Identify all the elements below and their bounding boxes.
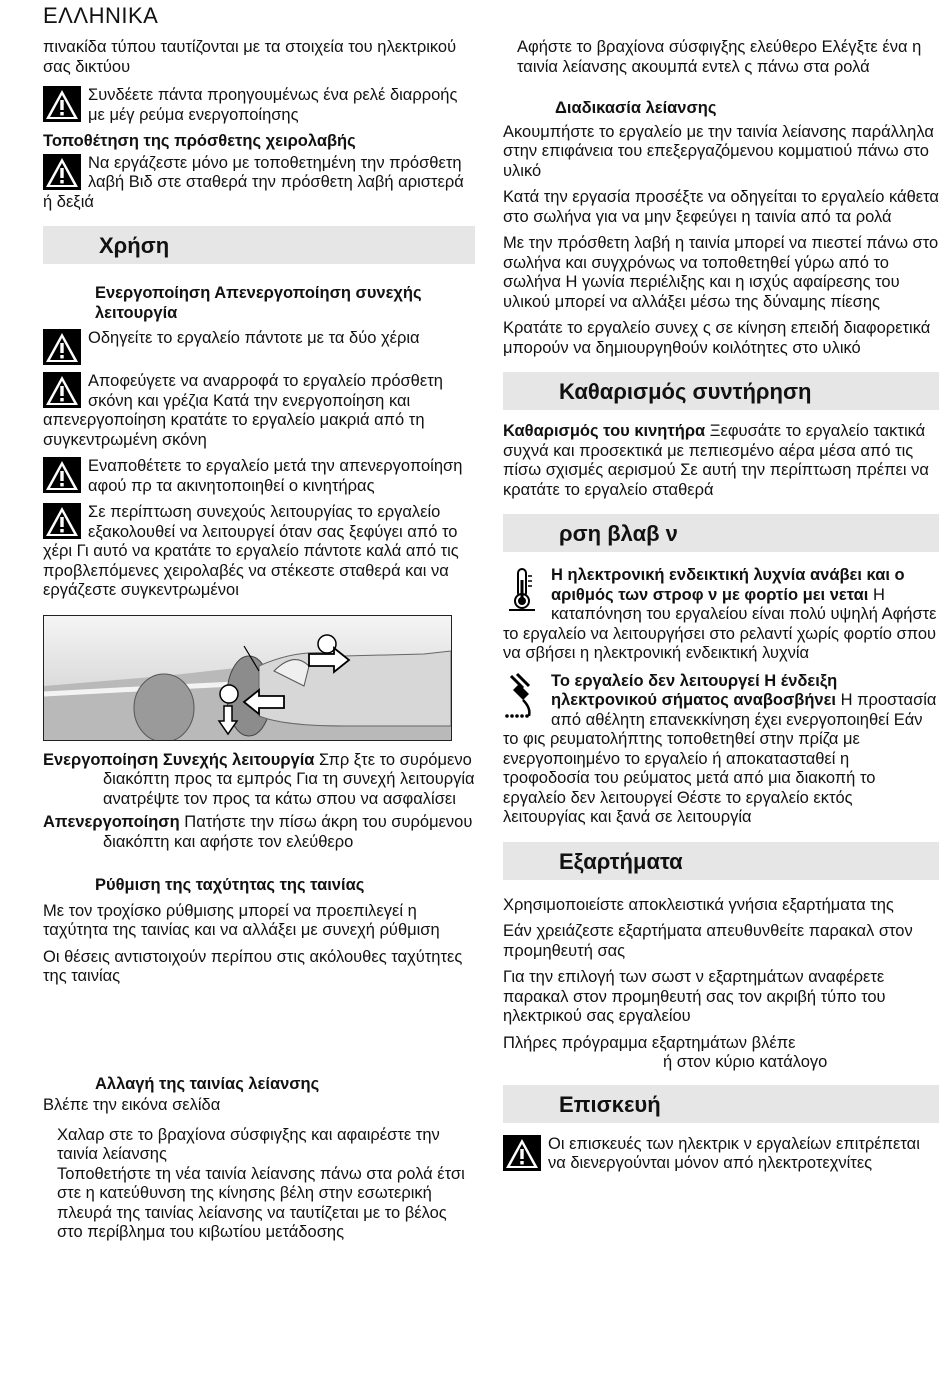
warning-text: Να εργάζεστε μόνο με τοποθετημένη την πρόσθετη λαβή Βιδ στε σταθερά την πρόσθετη λαβή αριστερά ή δεξιά bbox=[43, 153, 464, 211]
paragraph: Οι θέσεις αντιστοιχούν περίπου στις ακόλουθες ταχύτητες της ταινίας bbox=[43, 947, 463, 985]
section-bar-cleaning bbox=[503, 372, 939, 410]
section-bar-accessories bbox=[503, 842, 939, 880]
warning-block bbox=[43, 372, 475, 450]
warning-block bbox=[43, 329, 475, 365]
paragraph: Κρατάτε το εργαλείο συνεχ ς σε κίνηση επειδή διαφορετικά μπορούν να δημιουργηθούν κοιλότητες στο υλικό bbox=[503, 319, 931, 357]
instruction-on bbox=[43, 751, 475, 810]
paragraph: Χρησιμοποιείστε αποκλειστικά γνήσια εξαρτήματα της bbox=[503, 895, 894, 914]
paragraph: Ακουμπήστε το εργαλείο με την ταινία λείανσης παράλληλα στην επιφάνεια του επεξεργαζόμενου κομματιού πάνω στο υλικό bbox=[503, 122, 934, 180]
warning-icon bbox=[43, 154, 81, 190]
section-title: ρση βλαβ ν bbox=[559, 521, 678, 546]
step-item: Αφήστε το βραχίονα σύσφιγξης ελεύθερο Ελέγξτε ένα η ταινία λείανσης ακουμπά εντελ ς πάνω στα ρολά bbox=[517, 38, 922, 76]
step-item: Τοποθετήστε τη νέα ταινία λείανσης πάνω στα ρολά έτσι στε η κατεύθυνση της κίνησης βέλη στην εσωτερική πλευρά της ταινίας λείανσης να ταυτίζεται με το βέλος στο περίβλημα του κιβωτίου μετάδοσης bbox=[57, 1164, 465, 1241]
instruction-text: Σπρ ξτε το συρόμενο διακόπτη προς τα εμπρός Για τη συνεχή λειτουργία ανατρέψτε τον προς τα κάτω σπου να ασφαλίσει bbox=[103, 750, 475, 808]
subheading: Διαδικασία λείανσης bbox=[555, 99, 717, 117]
warning-text: Αποφεύγετε να αναρροφά το εργαλείο πρόσθετη σκόνη και γρέζια Κατά την ενεργοποίηση και απενεργοποίηση κρατάτε το εργαλείο μακριά από τη συγκεντρωμένη σκόνη bbox=[43, 372, 443, 449]
paragraph: Με την πρόσθετη λαβή η ταινία μπορεί να πιεστεί πάνω στο σωλήνα και συγχρόνως να τοποθετηθεί γύρω από το σωλήνα Η γωνία περιέλιξης και η ισχύς αφαίρεσης του υλικού μπορεί να αλλάξει μέσω της δύναμης πίεσης bbox=[503, 234, 939, 311]
fault-text: Η καταπόνηση του εργαλείου είναι πολύ υψηλή Αφήστε το εργαλείο να λειτουργήσει στο ρελαντί χωρίς φορτίο σπου να σβήσει η ηλεκτρονική ενδεικτική λυχνία bbox=[503, 585, 937, 662]
section-title: Επισκευή bbox=[559, 1091, 661, 1117]
fault-label: Το εργαλείο δεν λειτουργεί Η ένδειξη ηλεκτρονικού σήματος αναβοσβήνει bbox=[551, 671, 838, 709]
section-bar-use bbox=[43, 226, 475, 264]
paragraph-text: Πλήρες πρόγραμμα εξαρτημάτων βλέπε bbox=[503, 1033, 796, 1052]
warning-icon bbox=[43, 372, 81, 408]
warning-block bbox=[503, 1135, 939, 1174]
section-title: Εξαρτήματα bbox=[559, 848, 683, 874]
section-title: Καθαρισμός συντήρηση bbox=[559, 379, 812, 404]
language-header: ΕΛΛΗΝΙΚΑ bbox=[43, 3, 159, 28]
fault-text: Η προστασία από αθέλητη επανεκκίνηση έχει ενεργοποιηθεί Εάν το φις ρευματολήπτης τοποθετηθεί στην πρίζα με ενεργοποιημένο το εργαλείο ή αποκατασταθεί η τροφοδοσία του ρεύματος μετά από μια διακοπή το εργαλείο δεν λειτουργεί Θέστε το εργαλείο εκτός λειτουργίας και ξανά σε λειτουργία bbox=[503, 691, 937, 826]
section-bar-fault bbox=[503, 514, 939, 552]
warning-block bbox=[43, 457, 475, 496]
warning-text: Σε περίπτωση συνεχούς λειτουργίας το εργαλείο εξακολουθεί να λειτουργεί όταν σας ξεφύγει από το χέρι Γι αυτό να κρατάτε το εργαλείο πάντοτε καλά από τις προβλεπόμενες χειρολαβές να στέκεστε σταθερά και να εργάζεστε συγκεντρωμένοι bbox=[43, 503, 459, 599]
warning-icon bbox=[43, 457, 81, 493]
instruction-off bbox=[43, 813, 475, 852]
left-column bbox=[43, 38, 475, 1250]
instruction-label: Απενεργοποίηση bbox=[43, 813, 180, 831]
right-column bbox=[503, 38, 939, 1181]
paragraph: Κατά την εργασία προσέξτε να οδηγείται το εργαλείο κάθετα στο σωλήνα για να μην ξεφεύγει η ταινία από τα ρολά bbox=[503, 188, 939, 226]
tool-illustration bbox=[44, 616, 451, 740]
warning-text: Συνδέετε πάντα προηγουμένως ένα ρελέ διαρροής με μέγ ρεύμα ενεργοποίησης bbox=[88, 86, 458, 124]
subheading: Τοποθέτηση της πρόσθετης χειρολαβής bbox=[43, 132, 356, 150]
instruction-label: Ενεργοποίηση Συνεχής λειτουργία bbox=[43, 750, 315, 769]
paragraph-text: Ξεφυσάτε το εργαλείο τακτικά συχνά και προσεκτικά με πεπιεσμένο αέρα μέσα από τις πίσω σχισμές αερισμού Σε αυτή την περίπτωση πρέπει να κρατάτε το εργαλείο σταθερά bbox=[503, 422, 929, 499]
warning-block bbox=[43, 86, 475, 125]
warning-text: Εναποθέτετε το εργαλείο μετά την απενεργοποίηση αφού πρ τα ακινητοποιηθεί ο κινητήρας bbox=[88, 457, 463, 495]
fault-item bbox=[503, 566, 939, 664]
switch-illustration bbox=[43, 615, 452, 741]
warning-icon bbox=[43, 503, 81, 539]
thermometer-icon bbox=[503, 566, 543, 612]
step-item: Χαλαρ στε το βραχίονα σύσφιγξης και αφαιρέστε την ταινία λείανσης bbox=[57, 1125, 440, 1163]
section-title: Χρήση bbox=[99, 233, 170, 258]
paragraph bbox=[503, 1034, 939, 1073]
paragraph-text: ή στον κύριο κατάλογο bbox=[663, 1053, 828, 1071]
warning-text: Οδηγείτε το εργαλείο πάντοτε με τα δύο χέρια bbox=[88, 329, 420, 347]
warning-text: Οι επισκευές των ηλεκτρικ ν εργαλείων επιτρέπεται να διενεργούνται μόνον από ηλεκτροτεχνίτες bbox=[548, 1134, 920, 1172]
section-bar-service bbox=[503, 1085, 939, 1123]
paragraph: πινακίδα τύπου ταυτίζονται με τα στοιχεία του ηλεκτρικού σας δικτύου bbox=[43, 38, 457, 76]
subheading: Ενεργοποίηση Απενεργοποίηση συνεχής λειτουργία bbox=[95, 284, 422, 322]
warning-icon bbox=[503, 1135, 541, 1171]
plug-icon bbox=[503, 672, 543, 718]
instruction-text: Πατήστε την πίσω άκρη του συρόμενου διακόπτη και αφήστε τον ελεύθερο bbox=[103, 813, 473, 851]
warning-block bbox=[43, 154, 475, 213]
paragraph-label: Καθαρισμός του κινητήρα bbox=[503, 422, 706, 440]
paragraph bbox=[503, 422, 939, 500]
subheading: Ρύθμιση της ταχύτητας της ταινίας bbox=[95, 876, 365, 894]
fault-item bbox=[503, 672, 939, 828]
paragraph: Με τον τροχίσκο ρύθμισης μπορεί να προεπιλεγεί η ταχύτητα της ταινίας και να αλλάξει με συνεχή ρύθμιση bbox=[43, 901, 440, 939]
fault-label: Η ηλεκτρονική ενδεικτική λυχνία ανάβει και ο αριθμός των στροφ ν με φορτίο μει νεται bbox=[551, 566, 905, 604]
warning-icon bbox=[43, 86, 81, 122]
warning-block bbox=[43, 503, 475, 601]
paragraph: Για την επιλογή των σωστ ν εξαρτημάτων αναφέρετε παρακαλ στον προμηθευτή σας τον ακριβή τύπο του ηλεκτρικού σας εργαλείου bbox=[503, 968, 886, 1025]
warning-icon bbox=[43, 329, 81, 365]
subheading: Αλλαγή της ταινίας λείανσης bbox=[95, 1074, 320, 1093]
paragraph: Εάν χρειάζεστε εξαρτήματα απευθυνθείτε παρακαλ στον προμηθευτή σας bbox=[503, 922, 913, 960]
paragraph: Βλέπε την εικόνα σελίδα bbox=[43, 1096, 221, 1114]
